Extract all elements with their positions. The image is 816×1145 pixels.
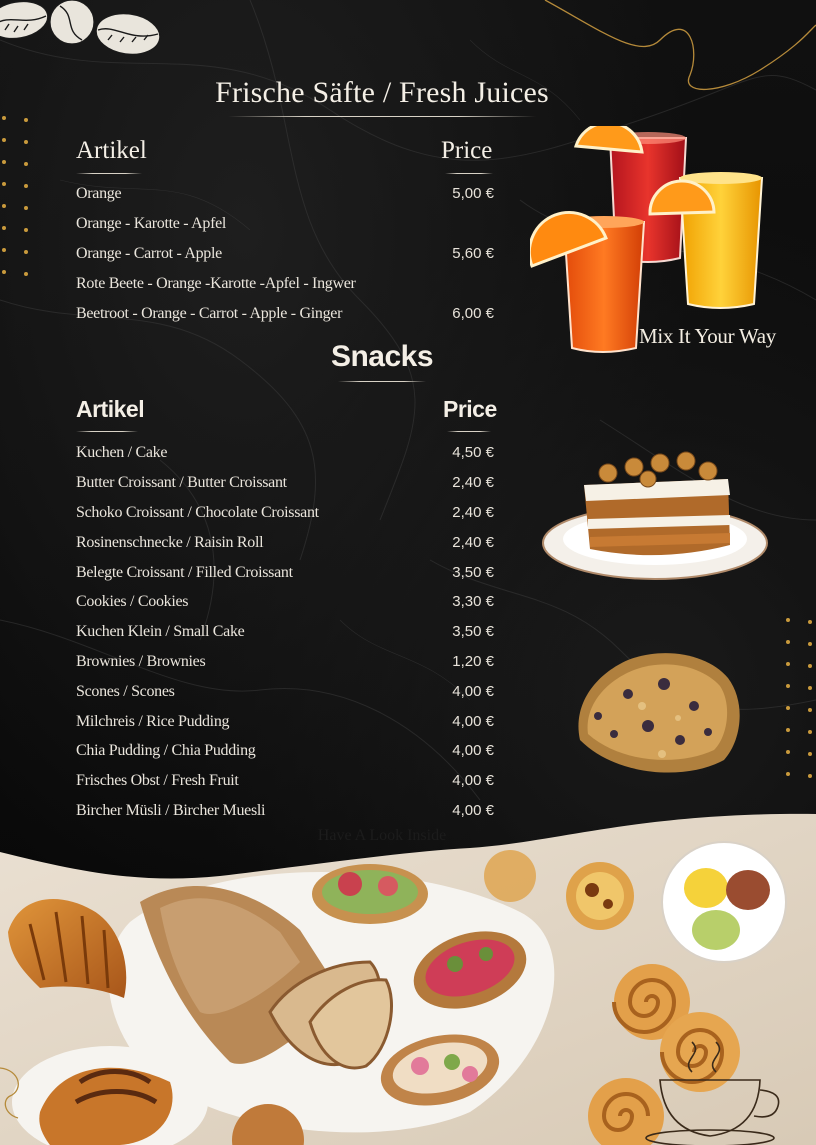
coffee-cup-outline-icon <box>640 1040 790 1145</box>
snack-name: Cookies / Cookies <box>76 593 189 610</box>
coffee-beans-icon <box>0 0 165 58</box>
snack-name: Chia Pudding / Chia Pudding <box>76 742 256 759</box>
snack-price: 3,50 € <box>452 564 494 581</box>
snack-row <box>76 504 494 528</box>
juices-tagline: Mix It Your Way <box>639 324 776 348</box>
juice-price: 5,60 € <box>452 245 494 262</box>
snack-row <box>76 593 494 617</box>
snacks-title-rule <box>338 381 426 382</box>
snack-name: Rosinenschnecke / Raisin Roll <box>76 534 264 551</box>
footer-text: Have A Look Inside <box>317 827 447 844</box>
snack-name: Milchreis / Rice Pudding <box>76 713 230 730</box>
snack-price: 4,00 € <box>452 742 494 759</box>
snack-name: Kuchen Klein / Small Cake <box>76 623 245 640</box>
snacks-header-item: Artikel <box>76 396 145 422</box>
snacks-title: Snacks <box>330 340 434 373</box>
snack-row <box>76 713 494 737</box>
snack-row <box>76 564 494 588</box>
snack-price: 4,00 € <box>452 683 494 700</box>
snack-row <box>76 623 494 647</box>
snack-price: 1,20 € <box>452 653 494 670</box>
scone-photo <box>568 644 744 780</box>
juice-name: Orange - Carrot - Apple <box>76 245 222 262</box>
juice-name: Orange - Karotte - Apfel <box>76 215 227 232</box>
snack-name: Scones / Scones <box>76 683 175 700</box>
snack-name: Bircher Müsli / Bircher Muesli <box>76 802 266 819</box>
snack-price: 2,40 € <box>452 504 494 521</box>
juice-price: 6,00 € <box>452 305 494 322</box>
snack-price: 2,40 € <box>452 534 494 551</box>
juices-title: Frische Säfte / Fresh Juices <box>215 76 549 109</box>
juice-row <box>76 245 494 269</box>
snack-price: 3,30 € <box>452 593 494 610</box>
juice-name: Rote Beete - Orange -Karotte -Apfel - Ingwer <box>76 275 356 292</box>
juices-header-item: Artikel <box>76 137 147 164</box>
snack-name: Kuchen / Cake <box>76 444 168 461</box>
snack-name: Butter Croissant / Butter Croissant <box>76 474 287 491</box>
snack-row <box>76 534 494 558</box>
juices-title-rule <box>228 116 536 117</box>
snacks-header-price: Price <box>443 396 497 422</box>
snack-price: 4,00 € <box>452 713 494 730</box>
gold-swirl-bottom-left <box>0 1060 30 1120</box>
snack-price: 4,00 € <box>452 802 494 819</box>
juices-header-item-rule <box>76 173 142 174</box>
snacks-header-price-rule <box>447 431 491 432</box>
snack-price: 2,40 € <box>452 474 494 491</box>
snack-name: Frisches Obst / Fresh Fruit <box>76 772 239 789</box>
gold-dot-pattern-left <box>0 112 40 292</box>
snack-name: Belegte Croissant / Filled Croissant <box>76 564 293 581</box>
snack-row <box>76 683 494 707</box>
juice-name: Orange <box>76 185 122 202</box>
juice-row <box>76 215 494 239</box>
snack-price: 4,50 € <box>452 444 494 461</box>
snack-row <box>76 474 494 498</box>
carrot-cake-photo <box>540 445 770 585</box>
snack-price: 4,00 € <box>452 772 494 789</box>
snack-row <box>76 772 494 796</box>
juice-row <box>76 305 494 329</box>
snack-row <box>76 653 494 677</box>
juice-price: 5,00 € <box>452 185 494 202</box>
juice-glasses-photo <box>530 126 770 356</box>
snack-row <box>76 742 494 766</box>
snack-name: Schoko Croissant / Chocolate Croissant <box>76 504 319 521</box>
snack-row <box>76 444 494 468</box>
juice-name: Beetroot - Orange - Carrot - Apple - Ginger <box>76 305 343 322</box>
juices-header-price: Price <box>441 137 493 164</box>
juice-row <box>76 185 494 209</box>
snacks-header-item-rule <box>76 431 138 432</box>
gold-dot-pattern-right <box>782 612 816 792</box>
snack-name: Brownies / Brownies <box>76 653 206 670</box>
juice-row <box>76 275 494 299</box>
snack-price: 3,50 € <box>452 623 494 640</box>
juices-header-price-rule <box>445 173 493 174</box>
